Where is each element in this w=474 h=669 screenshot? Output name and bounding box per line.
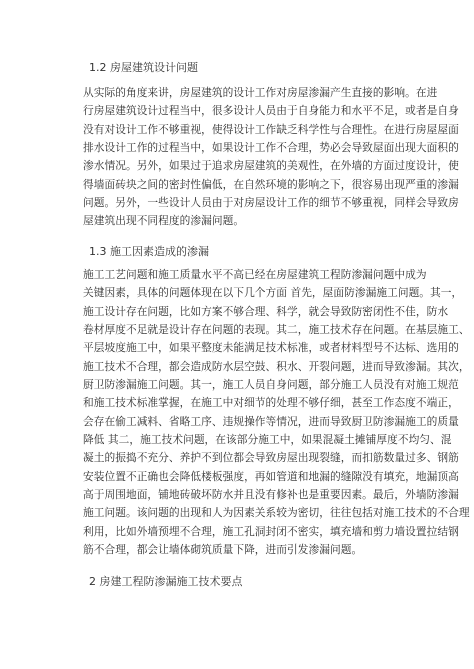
text-line: 安装位置不正确也会降低楼板强度，再如管道和地漏的缝隙没有填充，地漏顶高 [83,469,459,483]
text-line: 平层坡度施工中，如果平整度未能满足技术标准，或者材料型号不达标、选用的 [83,341,459,355]
text-line: 没有对设计工作不够重视，使得设计工作缺乏科学性与合理性。在进行房屋屋面 [83,122,459,136]
text-line: 凝土的振捣不充分、养护不到位都会导致房屋出现裂缝，而扣筋数量过多、钢筋 [83,451,459,465]
text-line: 问题。另外，一些设计人员由于对房屋设计工作的细节不够重视，同样会导致房 [83,196,459,210]
text-line: 高于周围地面，铺地砖破坏防水并且没有修补也是重要因素。最后，外墙防渗漏 [83,488,459,502]
section-heading-design-issues: 1.2 房屋建筑设计问题 [89,61,198,74]
text-line: 和施工技术标准掌握，在施工中对细节的处理不够仔细，甚至工作态度不端正， [83,396,459,410]
text-line: 厨卫防渗漏施工问题。其一，施工人员自身问题，部分施工人员没有对施工规范 [83,378,459,392]
paragraph-design-issues [83,84,459,231]
text-line: 利用，比如外墙预埋不合理，施工孔洞封闭不密实，填充墙和剪力墙设置拉结钢 [83,524,459,538]
text-line: 得墙面砖块之间的密封性偏低，在自然环境的影响之下，很容易出现严重的渗漏 [83,177,459,191]
paragraph-construction-leakage [83,266,470,560]
text-line: 渗水情况。另外，如果过于追求房屋建筑的美观性，在外墙的方面过度设计，使 [83,159,459,173]
text-line: 施工设计存在问题，比如方案不够合理、科学，就会导致防密闭性不佳，防水 [83,304,449,318]
text-line: 筋不合理，都会让墙体砌筑质量下降，进而引发渗漏问题。 [83,543,363,557]
text-line: 施工问题。该问题的出现和人为因素关系较为密切，往往包括对施工技术的不合理 [83,506,470,520]
section-heading-construction-leakage: 1.3 施工因素造成的渗漏 [89,245,209,258]
text-line: 卷材厚度不足就是设计存在问题的表现。其二，施工技术存在问题。在基层施工、 [83,323,470,337]
text-line: 降低 其二，施工技术问题，在该部分施工中，如果混凝土摊铺厚度不均匀、混 [83,433,452,447]
text-line: 关键因素，具体的问题体现在以下几个方面 首先，屋面防渗漏施工问题。其一， [83,286,463,300]
text-line: 施工工艺问题和施工质量水平不高已经在房屋建筑工程防渗漏问题中成为 [83,268,427,281]
text-line: 会存在偷工减料、省略工序、违规操作等情况，进而导致厨卫防渗漏施工的质量 [83,414,459,428]
text-line: 从实际的角度来讲，房屋建筑的设计工作对房屋渗漏产生直接的影响。在进 [83,86,438,99]
section-heading-techniques: 2 房建工程防渗漏施工技术要点 [89,575,243,588]
text-line: 施工技术不合理，都会造成防水层空鼓、积水、开裂问题，进而导致渗漏。其次， [83,359,470,373]
text-line: 屋建筑出现不同程度的渗漏问题。 [83,214,245,228]
text-line: 排水设计工作的过程当中，如果设计工作不合理，势必会导致屋面出现大面积的 [83,141,459,155]
text-line: 行房屋建筑设计过程当中，很多设计人员由于自身能力和水平不足，或者是自身 [83,104,459,118]
